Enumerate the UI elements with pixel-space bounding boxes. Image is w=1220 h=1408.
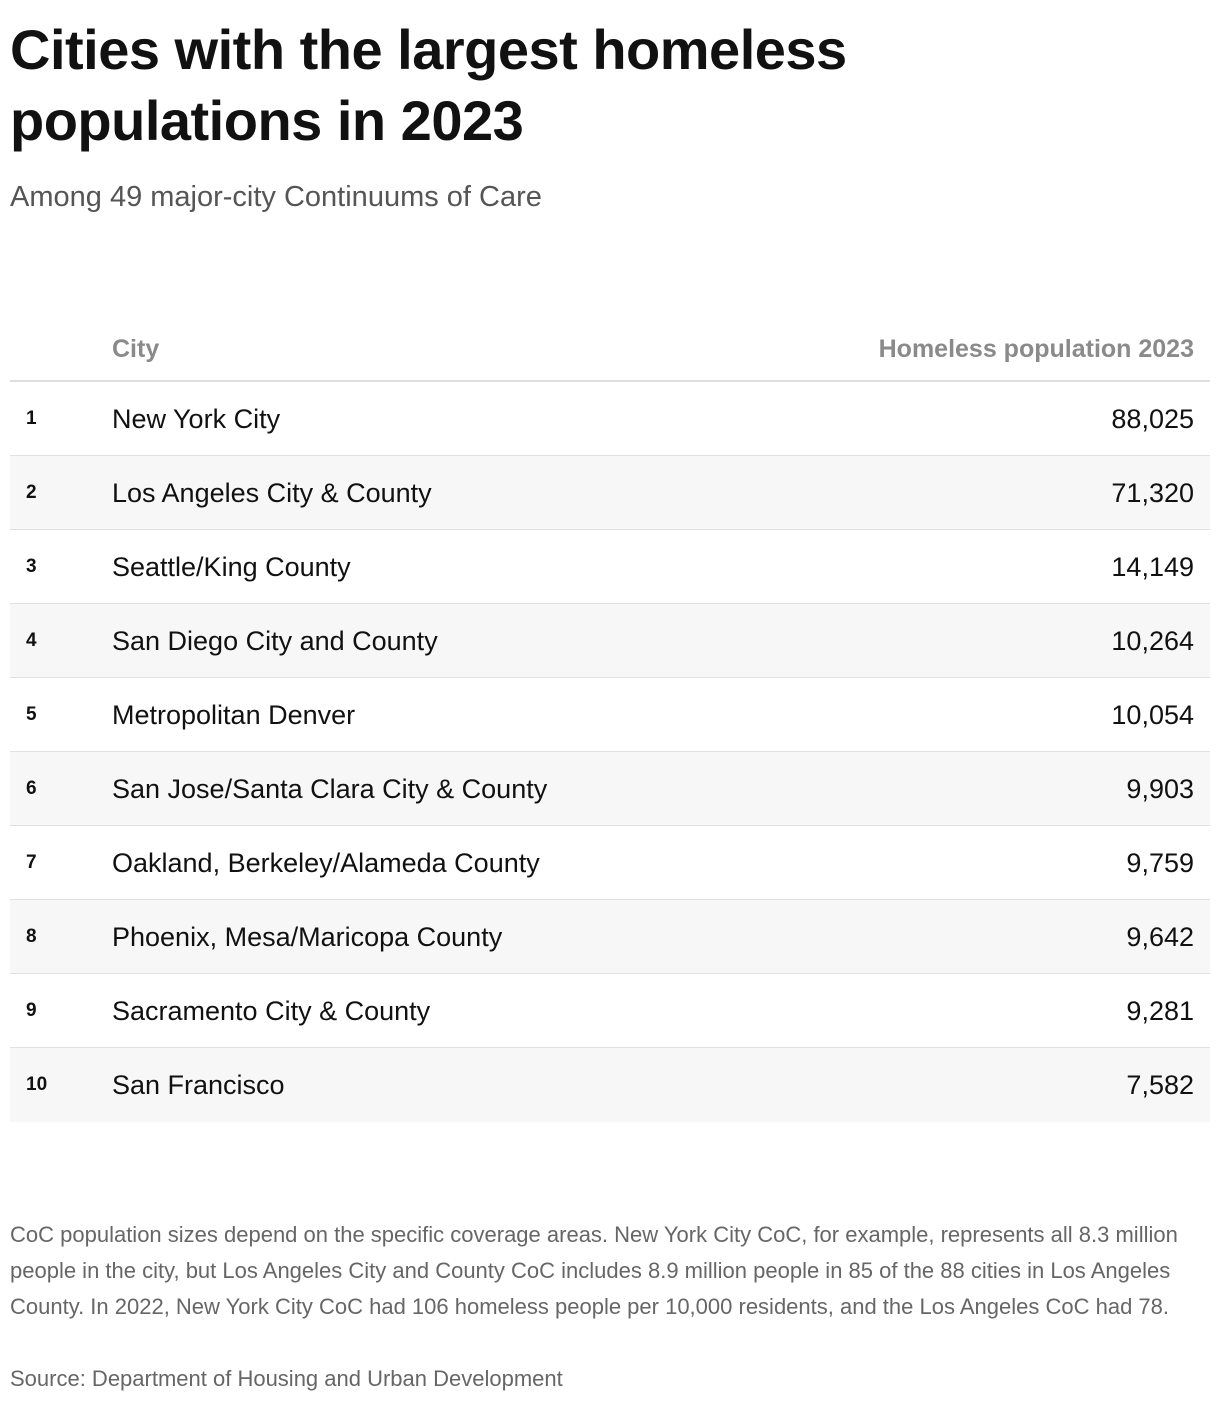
row-rank: 8 (26, 926, 37, 947)
row-population-value: 7,582 (1126, 1070, 1194, 1100)
column-header-population: Homeless population 2023 (878, 335, 1194, 363)
table-row (10, 826, 1210, 900)
table-row (10, 900, 1210, 974)
row-population-value: 9,903 (1126, 774, 1194, 804)
chart-subtitle: Among 49 major-city Continuums of Care (10, 181, 542, 213)
table-header (10, 325, 1210, 382)
table-body (10, 382, 1210, 1122)
table-row (10, 456, 1210, 530)
table-row (10, 678, 1210, 752)
row-city: Oakland, Berkeley/Alameda County (112, 848, 540, 878)
row-city: Metropolitan Denver (112, 700, 356, 730)
table-row (10, 752, 1210, 826)
row-city: San Diego City and County (112, 626, 438, 656)
table-row (10, 382, 1210, 456)
footnote: CoC population sizes depend on the specific coverage areas. New York City CoC, for example, represents all 8.3 million people in the city, but Los Angeles City and County CoC includes 8.9 million people in 85 of the 88 cities in Los Angeles County. In 2022, New York City CoC had 106 homeless people per 10,000 residents, and the Los Angeles CoC had 78. (10, 1222, 1178, 1319)
table-row (10, 604, 1210, 678)
row-population-value: 9,759 (1126, 848, 1194, 878)
row-population-value: 71,320 (1111, 478, 1194, 508)
row-population-value: 88,025 (1111, 404, 1194, 434)
row-population-value: 10,054 (1111, 700, 1194, 730)
row-city: Seattle/King County (112, 552, 351, 582)
row-city: Sacramento City & County (112, 996, 431, 1026)
table-row (10, 974, 1210, 1048)
row-city: San Francisco (112, 1070, 285, 1100)
row-city: Phoenix, Mesa/Maricopa County (112, 922, 503, 952)
row-city: Los Angeles City & County (112, 478, 432, 508)
row-rank: 2 (26, 482, 37, 503)
table-row (10, 1048, 1210, 1122)
row-rank: 9 (26, 1000, 37, 1021)
row-rank: 7 (26, 852, 37, 873)
row-rank: 5 (26, 704, 37, 725)
row-rank: 3 (26, 556, 37, 577)
row-rank: 10 (26, 1074, 48, 1095)
source-note: Source: Department of Housing and Urban Development (10, 1366, 563, 1391)
table-row (10, 530, 1210, 604)
row-city: New York City (112, 404, 281, 434)
row-population-value: 10,264 (1111, 626, 1194, 656)
row-rank: 4 (26, 630, 37, 651)
column-header-city: City (112, 335, 160, 363)
row-population-value: 14,149 (1111, 552, 1194, 582)
row-population-value: 9,642 (1126, 922, 1194, 952)
row-rank: 1 (26, 408, 37, 429)
data-table (10, 325, 1210, 1122)
chart-title: Cities with the largest homeless populations in 2023 (10, 18, 847, 152)
row-city: San Jose/Santa Clara City & County (112, 774, 548, 804)
row-rank: 6 (26, 778, 37, 799)
row-population-value: 9,281 (1126, 996, 1194, 1026)
